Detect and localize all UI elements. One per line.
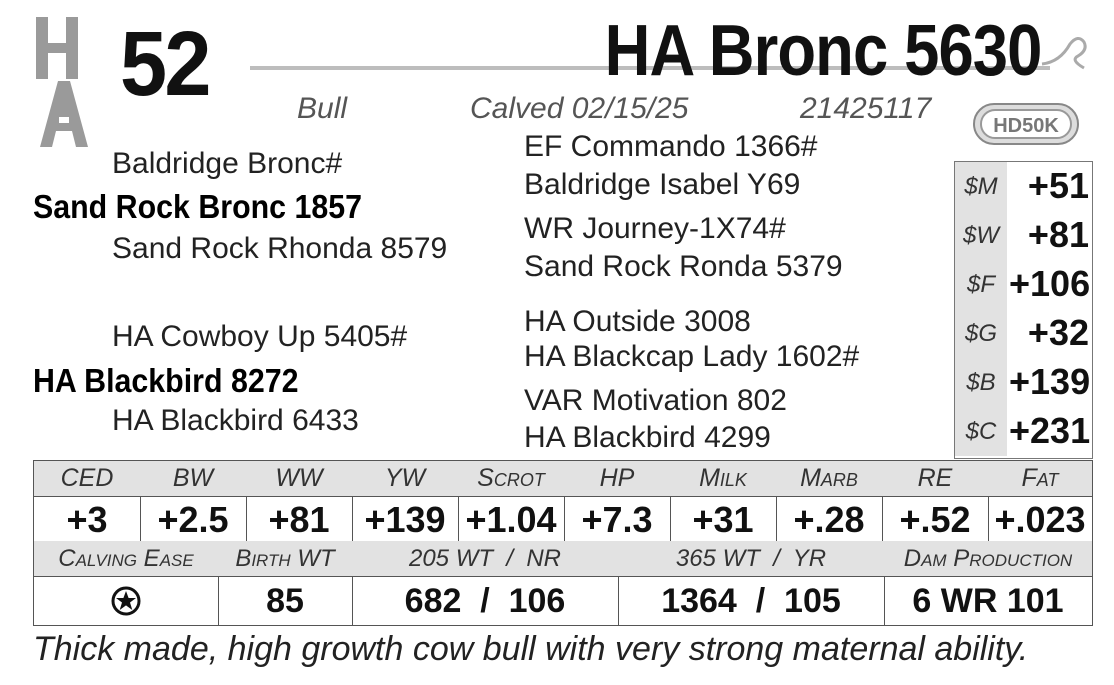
epd-value: +.28	[793, 498, 865, 540]
index-row-f	[955, 260, 1092, 310]
sire-sire: Baldridge Bronc#	[112, 147, 343, 180]
registration-number: 21425117	[800, 92, 932, 125]
index-label: $M	[955, 162, 1007, 211]
performance-table	[33, 541, 1093, 626]
epd-header: CED	[34, 461, 140, 497]
dam: HA Blackbird 8272	[33, 362, 299, 399]
calved-date: Calved 02/15/25	[470, 92, 689, 125]
epd-header: RE	[882, 461, 988, 497]
hd50k-badge	[972, 100, 1080, 148]
sire-dam: Sand Rock Rhonda 8579	[112, 232, 448, 265]
description: Thick made, high growth cow bull with very strong maternal ability.	[33, 630, 1029, 668]
index-row-m	[955, 162, 1092, 212]
wt205-value: 682 / 106	[404, 581, 566, 620]
epd-cell-ww	[246, 461, 353, 542]
index-value: +32	[1027, 312, 1089, 353]
index-label: $B	[955, 358, 1007, 407]
epd-header: YW	[352, 461, 458, 497]
epd-header: Fat	[988, 461, 1092, 497]
sex-label: Bull	[297, 92, 348, 125]
dam-sire-sire: HA Outside 3008	[524, 305, 751, 338]
index-row-g	[955, 309, 1092, 359]
index-value: +51	[1027, 165, 1089, 206]
index-label: $G	[955, 309, 1007, 358]
sire: Sand Rock Bronc 1857	[33, 188, 363, 225]
rope-end-icon	[1040, 34, 1090, 74]
birth-wt-header: Birth WT	[218, 541, 352, 577]
sire-dam-dam: Sand Rock Ronda 5379	[524, 250, 843, 283]
dollar-index-box	[954, 161, 1093, 459]
dam-dam: HA Blackbird 6433	[112, 404, 359, 437]
index-row-w	[955, 211, 1092, 261]
dam-production-cell	[884, 541, 1092, 625]
calving-ease-header: Calving Ease	[34, 541, 218, 577]
dam-dam-sire: VAR Motivation 802	[524, 384, 787, 417]
index-value: +231	[1009, 410, 1091, 451]
epd-cell-hp	[564, 461, 671, 542]
wt365-value: 1364 / 105	[661, 581, 841, 620]
epd-value: +.52	[899, 498, 971, 540]
dam-production-value: 6 WR 101	[912, 581, 1064, 620]
epd-cell-marb	[776, 461, 883, 542]
star-circle-icon	[111, 586, 141, 616]
wt205-cell	[352, 541, 619, 625]
calving-ease-cell	[34, 541, 219, 625]
lot-number: 52	[120, 13, 209, 115]
epd-value: +1.04	[465, 498, 557, 540]
sire-sire-sire: EF Commando 1366#	[524, 130, 818, 163]
epd-header: Scrot	[458, 461, 564, 497]
epd-cell-fat	[988, 461, 1092, 542]
animal-name: HA Bronc 5630	[605, 11, 1042, 91]
dam-production-header: Dam Production	[884, 541, 1092, 577]
dam-sire-dam: HA Blackcap Lady 1602#	[524, 340, 860, 373]
epd-value: +.023	[994, 498, 1086, 540]
index-label: $C	[955, 407, 1007, 456]
epd-cell-bw	[140, 461, 247, 542]
epd-cell-scrot	[458, 461, 565, 542]
epd-cell-yw	[352, 461, 459, 542]
index-value: +81	[1027, 214, 1089, 255]
epd-cell-ced	[34, 461, 141, 542]
epd-header: BW	[140, 461, 246, 497]
birth-wt-value: 85	[266, 581, 304, 620]
birth-wt-cell	[218, 541, 353, 625]
epd-header: WW	[246, 461, 352, 497]
index-value: +106	[1009, 263, 1091, 304]
epd-value: +3	[66, 498, 108, 540]
epd-value: +31	[692, 498, 754, 540]
index-value: +139	[1009, 361, 1091, 402]
epd-value: +81	[268, 498, 330, 540]
wt365-cell	[618, 541, 885, 625]
index-row-b	[955, 358, 1092, 408]
epd-header: HP	[564, 461, 670, 497]
epd-header: Milk	[670, 461, 776, 497]
calving-ease-value	[34, 577, 218, 625]
dam-sire: HA Cowboy Up 5405#	[112, 320, 408, 353]
epd-value: +7.3	[581, 498, 653, 540]
epd-table	[33, 460, 1093, 543]
wt205-header: 205 WT / NR	[352, 541, 618, 577]
ha-brand-logo	[30, 15, 110, 150]
dam-dam-dam: HA Blackbird 4299	[524, 421, 771, 454]
epd-header: Marb	[776, 461, 882, 497]
index-row-c	[955, 407, 1092, 457]
epd-value: +2.5	[157, 498, 229, 540]
epd-value: +139	[364, 498, 446, 540]
index-label: $W	[955, 211, 1007, 260]
sire-dam-sire: WR Journey-1X74#	[524, 212, 786, 245]
epd-cell-milk	[670, 461, 777, 542]
badge-text: HD50K	[993, 115, 1059, 137]
wt365-header: 365 WT / YR	[618, 541, 884, 577]
epd-cell-re	[882, 461, 989, 542]
sire-sire-dam: Baldridge Isabel Y69	[524, 168, 801, 201]
index-label: $F	[955, 260, 1007, 309]
